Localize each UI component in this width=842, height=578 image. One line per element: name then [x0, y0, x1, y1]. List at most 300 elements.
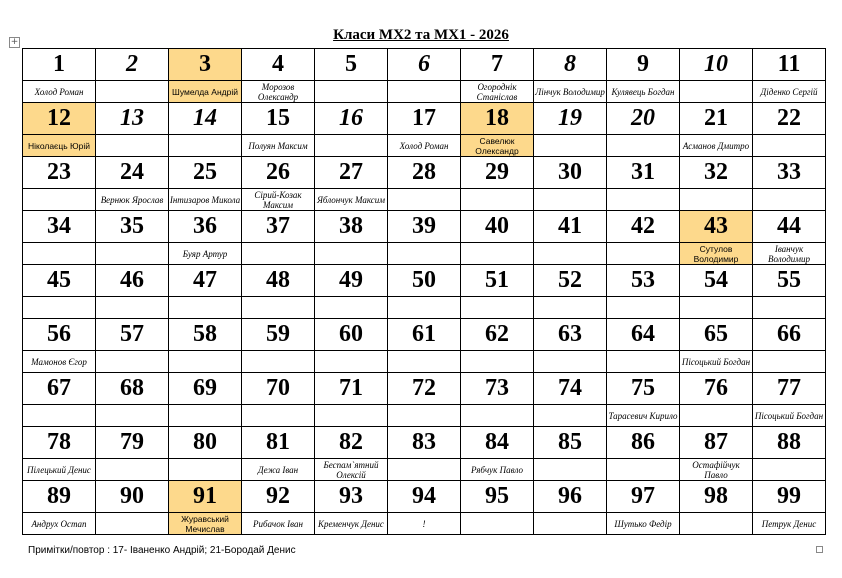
seat-number: 54 — [704, 267, 728, 293]
seat-number: 23 — [47, 159, 71, 185]
student-name: Петрук Денис — [761, 518, 817, 529]
name-cell[interactable] — [315, 135, 388, 157]
number-row — [23, 481, 826, 513]
number-cell[interactable] — [680, 373, 753, 405]
seat-number: 7 — [491, 51, 503, 77]
number-cell[interactable] — [242, 481, 315, 513]
name-cell[interactable] — [461, 297, 534, 319]
seat-number: 74 — [558, 375, 582, 401]
number-cell[interactable] — [315, 481, 388, 513]
seat-number: 97 — [631, 483, 655, 509]
name-cell[interactable] — [315, 81, 388, 103]
number-cell[interactable] — [461, 49, 534, 81]
number-cell[interactable] — [388, 211, 461, 243]
student-name: Холод Роман — [399, 140, 449, 151]
number-cell[interactable] — [534, 373, 607, 405]
table-resize-handle[interactable] — [816, 546, 823, 553]
student-name: Іванчук Володимир — [768, 243, 810, 264]
number-cell[interactable] — [607, 481, 680, 513]
name-cell[interactable] — [680, 459, 753, 481]
number-cell[interactable] — [242, 49, 315, 81]
seat-number: 70 — [266, 375, 290, 401]
seat-number: 99 — [777, 483, 801, 509]
seat-number: 88 — [777, 429, 801, 455]
seat-number: 51 — [485, 267, 509, 293]
student-name: Лінчук Володимир — [535, 86, 605, 97]
name-cell[interactable] — [607, 135, 680, 157]
name-cell[interactable] — [753, 243, 826, 265]
number-cell[interactable] — [169, 49, 242, 81]
name-cell[interactable] — [242, 513, 315, 535]
seat-number: 16 — [339, 105, 363, 131]
seat-number: 59 — [266, 321, 290, 347]
name-cell[interactable] — [461, 351, 534, 373]
name-cell[interactable] — [461, 135, 534, 157]
name-cell[interactable] — [315, 351, 388, 373]
number-cell[interactable] — [680, 427, 753, 459]
name-cell[interactable] — [96, 459, 169, 481]
name-cell[interactable] — [315, 459, 388, 481]
number-cell[interactable] — [315, 427, 388, 459]
name-row — [23, 81, 826, 103]
name-cell[interactable] — [169, 135, 242, 157]
seat-number: 89 — [47, 483, 71, 509]
number-cell[interactable] — [607, 211, 680, 243]
name-cell[interactable] — [169, 243, 242, 265]
seat-number: 49 — [339, 267, 363, 293]
number-cell[interactable] — [461, 211, 534, 243]
seat-number: 30 — [558, 159, 582, 185]
number-cell[interactable] — [680, 481, 753, 513]
seat-number: 6 — [418, 51, 430, 77]
name-cell[interactable] — [753, 459, 826, 481]
seat-number: 27 — [339, 159, 363, 185]
name-cell[interactable] — [315, 189, 388, 211]
name-cell[interactable] — [23, 513, 96, 535]
seat-number: 55 — [777, 267, 801, 293]
name-cell[interactable] — [753, 297, 826, 319]
student-name: Пісоцький Богдан — [754, 410, 824, 421]
number-cell[interactable] — [242, 157, 315, 189]
name-cell[interactable] — [242, 405, 315, 427]
seat-number: 91 — [193, 483, 217, 509]
number-cell[interactable] — [388, 427, 461, 459]
name-cell[interactable] — [680, 135, 753, 157]
name-cell[interactable] — [169, 459, 242, 481]
number-cell[interactable] — [388, 481, 461, 513]
number-cell[interactable] — [169, 481, 242, 513]
name-cell[interactable] — [680, 351, 753, 373]
student-name: Пілецький Денис — [27, 464, 91, 475]
number-cell[interactable] — [23, 103, 96, 135]
table-move-handle-icon[interactable]: + — [10, 37, 19, 47]
student-name: Остафійчук Павло — [692, 459, 740, 480]
number-cell[interactable] — [461, 265, 534, 297]
name-cell[interactable] — [753, 81, 826, 103]
number-cell[interactable] — [23, 481, 96, 513]
number-cell[interactable] — [315, 49, 388, 81]
name-cell[interactable] — [169, 351, 242, 373]
number-cell[interactable] — [753, 373, 826, 405]
number-cell[interactable] — [96, 427, 169, 459]
number-cell[interactable] — [753, 157, 826, 189]
name-cell[interactable] — [242, 135, 315, 157]
seat-number: 72 — [412, 375, 436, 401]
seat-number: 96 — [558, 483, 582, 509]
name-row — [23, 405, 826, 427]
seat-number: 56 — [47, 321, 71, 347]
number-cell[interactable] — [169, 265, 242, 297]
number-cell[interactable] — [534, 49, 607, 81]
name-cell[interactable] — [315, 513, 388, 535]
notes-text: Примітки/повтор : 17- Іваненко Андрій; 21-Бородай Денис — [28, 545, 296, 556]
number-cell[interactable] — [315, 373, 388, 405]
number-cell[interactable] — [96, 373, 169, 405]
number-cell[interactable] — [607, 265, 680, 297]
number-cell[interactable] — [753, 211, 826, 243]
name-cell[interactable] — [388, 189, 461, 211]
seat-number: 67 — [47, 375, 71, 401]
number-cell[interactable] — [607, 373, 680, 405]
name-row — [23, 243, 826, 265]
number-cell[interactable] — [680, 265, 753, 297]
student-name: Морозов Олександр — [257, 81, 299, 102]
name-cell[interactable] — [461, 405, 534, 427]
name-cell[interactable] — [315, 297, 388, 319]
number-cell[interactable] — [753, 265, 826, 297]
number-cell[interactable] — [23, 49, 96, 81]
seat-number: 15 — [266, 105, 290, 131]
name-cell[interactable] — [23, 189, 96, 211]
seat-number: 12 — [47, 105, 71, 131]
number-cell[interactable] — [169, 373, 242, 405]
name-cell[interactable] — [23, 81, 96, 103]
seat-number: 22 — [777, 105, 801, 131]
seat-number: 65 — [704, 321, 728, 347]
number-cell[interactable] — [169, 103, 242, 135]
number-cell[interactable] — [534, 319, 607, 351]
number-cell[interactable] — [680, 157, 753, 189]
name-cell[interactable] — [242, 297, 315, 319]
name-cell[interactable] — [753, 513, 826, 535]
seat-number: 78 — [47, 429, 71, 455]
name-cell[interactable] — [607, 189, 680, 211]
name-cell[interactable] — [96, 81, 169, 103]
number-cell[interactable] — [534, 103, 607, 135]
name-row — [23, 351, 826, 373]
seat-number: 44 — [777, 213, 801, 239]
page-title: Класи МХ2 та МХ1 - 2026 — [333, 27, 509, 43]
number-cell[interactable] — [315, 265, 388, 297]
name-cell[interactable] — [388, 459, 461, 481]
number-row — [23, 157, 826, 189]
name-cell[interactable] — [680, 513, 753, 535]
seat-number: 40 — [485, 213, 509, 239]
number-cell[interactable] — [23, 319, 96, 351]
number-cell[interactable] — [680, 49, 753, 81]
student-name: Полуян Максим — [248, 140, 308, 151]
seat-number: 35 — [120, 213, 144, 239]
number-cell[interactable] — [23, 373, 96, 405]
number-cell[interactable] — [388, 49, 461, 81]
student-name: Сутулов Володимир — [693, 243, 739, 264]
number-cell[interactable] — [169, 427, 242, 459]
seat-number: 28 — [412, 159, 436, 185]
number-cell[interactable] — [96, 103, 169, 135]
name-cell[interactable] — [242, 459, 315, 481]
name-cell[interactable] — [461, 81, 534, 103]
name-row — [23, 513, 826, 535]
seat-number: 25 — [193, 159, 217, 185]
number-row — [23, 373, 826, 405]
number-cell[interactable] — [753, 49, 826, 81]
number-cell[interactable] — [315, 211, 388, 243]
seat-number: 19 — [558, 105, 582, 131]
name-cell[interactable] — [242, 351, 315, 373]
name-cell[interactable] — [96, 189, 169, 211]
name-cell[interactable] — [23, 135, 96, 157]
number-cell[interactable] — [680, 103, 753, 135]
name-cell[interactable] — [607, 351, 680, 373]
name-cell[interactable] — [680, 81, 753, 103]
number-cell[interactable] — [753, 427, 826, 459]
seat-number: 80 — [193, 429, 217, 455]
number-cell[interactable] — [534, 265, 607, 297]
seat-number: 31 — [631, 159, 655, 185]
number-cell[interactable] — [315, 319, 388, 351]
name-cell[interactable] — [388, 405, 461, 427]
name-cell[interactable] — [534, 351, 607, 373]
number-cell[interactable] — [388, 373, 461, 405]
seat-number: 61 — [412, 321, 436, 347]
number-cell[interactable] — [461, 427, 534, 459]
name-cell[interactable] — [534, 297, 607, 319]
seat-number: 52 — [558, 267, 582, 293]
name-cell[interactable] — [242, 243, 315, 265]
seat-number: 29 — [485, 159, 509, 185]
name-cell[interactable] — [607, 297, 680, 319]
name-row — [23, 135, 826, 157]
name-cell[interactable] — [607, 243, 680, 265]
number-cell[interactable] — [315, 157, 388, 189]
number-cell[interactable] — [753, 103, 826, 135]
seat-number: 93 — [339, 483, 363, 509]
seat-number: 48 — [266, 267, 290, 293]
name-cell[interactable] — [534, 459, 607, 481]
seat-number: 2 — [126, 51, 138, 77]
name-cell[interactable] — [242, 189, 315, 211]
name-cell[interactable] — [607, 459, 680, 481]
student-name: Яблончук Максим — [317, 194, 385, 205]
number-cell[interactable] — [388, 319, 461, 351]
number-cell[interactable] — [169, 157, 242, 189]
name-cell[interactable] — [23, 405, 96, 427]
name-cell[interactable] — [169, 297, 242, 319]
number-cell[interactable] — [242, 265, 315, 297]
name-cell[interactable] — [680, 297, 753, 319]
student-name: Андрух Остап — [31, 518, 87, 529]
student-name: Холод Роман — [34, 86, 84, 97]
student-name: Кременчук Денис — [318, 518, 384, 529]
student-name: Пісоцький Богдан — [681, 356, 751, 367]
number-cell[interactable] — [461, 373, 534, 405]
name-cell[interactable] — [680, 189, 753, 211]
seat-number: 53 — [631, 267, 655, 293]
number-cell[interactable] — [96, 319, 169, 351]
number-cell[interactable] — [169, 211, 242, 243]
name-cell[interactable] — [242, 81, 315, 103]
name-cell[interactable] — [96, 513, 169, 535]
name-cell[interactable] — [388, 243, 461, 265]
seat-number: 34 — [47, 213, 71, 239]
student-name: Шумелда Андрій — [172, 86, 238, 97]
name-cell[interactable] — [607, 81, 680, 103]
number-cell[interactable] — [96, 265, 169, 297]
name-cell[interactable] — [753, 189, 826, 211]
number-cell[interactable] — [461, 157, 534, 189]
name-cell[interactable] — [753, 405, 826, 427]
name-cell[interactable] — [461, 243, 534, 265]
student-name: Тарасевич Кирило — [608, 410, 678, 421]
student-name: Буяр Артур — [182, 248, 228, 259]
name-cell[interactable] — [96, 243, 169, 265]
name-cell[interactable] — [534, 513, 607, 535]
name-cell[interactable] — [753, 135, 826, 157]
seat-number: 9 — [637, 51, 649, 77]
name-cell[interactable] — [388, 81, 461, 103]
number-cell[interactable] — [242, 427, 315, 459]
number-cell[interactable] — [534, 211, 607, 243]
number-cell[interactable] — [96, 211, 169, 243]
name-cell[interactable] — [461, 189, 534, 211]
name-cell[interactable] — [461, 513, 534, 535]
name-cell[interactable] — [23, 351, 96, 373]
name-cell[interactable] — [534, 243, 607, 265]
student-name: Ніколаєць Юрій — [27, 140, 90, 151]
seat-number: 76 — [704, 375, 728, 401]
seat-number: 50 — [412, 267, 436, 293]
number-cell[interactable] — [534, 481, 607, 513]
name-cell[interactable] — [23, 459, 96, 481]
number-cell[interactable] — [607, 427, 680, 459]
seat-number: 68 — [120, 375, 144, 401]
seat-number: 42 — [631, 213, 655, 239]
name-cell[interactable] — [680, 405, 753, 427]
name-cell[interactable] — [169, 189, 242, 211]
name-cell[interactable] — [753, 351, 826, 373]
student-name: Сірий-Козак Максим — [254, 189, 302, 210]
number-cell[interactable] — [96, 49, 169, 81]
number-cell[interactable] — [23, 211, 96, 243]
name-cell[interactable] — [607, 405, 680, 427]
name-cell[interactable] — [169, 513, 242, 535]
name-cell[interactable] — [388, 297, 461, 319]
number-cell[interactable] — [96, 481, 169, 513]
number-row — [23, 319, 826, 351]
seat-number: 13 — [120, 105, 144, 131]
number-cell[interactable] — [607, 103, 680, 135]
seat-number: 73 — [485, 375, 509, 401]
seat-number: 18 — [485, 105, 509, 131]
student-name: Мамонов Єгор — [31, 356, 87, 367]
name-cell[interactable] — [315, 243, 388, 265]
number-cell[interactable] — [461, 481, 534, 513]
name-cell[interactable] — [388, 351, 461, 373]
number-cell[interactable] — [753, 481, 826, 513]
name-cell[interactable] — [461, 459, 534, 481]
name-row — [23, 297, 826, 319]
seat-number: 71 — [339, 375, 363, 401]
name-cell[interactable] — [534, 81, 607, 103]
name-cell[interactable] — [534, 405, 607, 427]
name-cell[interactable] — [96, 135, 169, 157]
name-cell[interactable] — [169, 405, 242, 427]
number-cell[interactable] — [169, 319, 242, 351]
number-cell[interactable] — [388, 157, 461, 189]
student-name: Інтизаров Микола — [169, 194, 241, 205]
seat-number: 1 — [53, 51, 65, 77]
number-cell[interactable] — [607, 319, 680, 351]
number-cell[interactable] — [96, 157, 169, 189]
number-cell[interactable] — [607, 49, 680, 81]
name-cell[interactable] — [315, 405, 388, 427]
seat-number: 60 — [339, 321, 363, 347]
number-cell[interactable] — [534, 157, 607, 189]
name-cell[interactable] — [388, 513, 461, 535]
number-cell[interactable] — [23, 265, 96, 297]
name-cell[interactable] — [388, 135, 461, 157]
number-cell[interactable] — [242, 319, 315, 351]
name-cell[interactable] — [680, 243, 753, 265]
name-cell[interactable] — [23, 243, 96, 265]
seat-number: 69 — [193, 375, 217, 401]
seat-number: 81 — [266, 429, 290, 455]
seat-number: 57 — [120, 321, 144, 347]
number-cell[interactable] — [388, 265, 461, 297]
number-cell[interactable] — [242, 211, 315, 243]
seat-number: 43 — [704, 213, 728, 239]
name-cell[interactable] — [96, 297, 169, 319]
seat-number: 84 — [485, 429, 509, 455]
name-cell[interactable] — [96, 405, 169, 427]
seat-number: 37 — [266, 213, 290, 239]
student-name: Огороднік Станіслав — [476, 81, 518, 102]
number-cell[interactable] — [534, 427, 607, 459]
number-cell[interactable] — [388, 103, 461, 135]
number-cell[interactable] — [607, 157, 680, 189]
seat-number: 98 — [704, 483, 728, 509]
name-cell[interactable] — [534, 135, 607, 157]
number-cell[interactable] — [753, 319, 826, 351]
seat-number: 83 — [412, 429, 436, 455]
number-cell[interactable] — [680, 319, 753, 351]
number-cell[interactable] — [242, 103, 315, 135]
number-cell[interactable] — [461, 319, 534, 351]
name-cell[interactable] — [169, 81, 242, 103]
number-cell[interactable] — [680, 211, 753, 243]
number-cell[interactable] — [315, 103, 388, 135]
name-cell[interactable] — [607, 513, 680, 535]
name-cell[interactable] — [23, 297, 96, 319]
number-cell[interactable] — [23, 157, 96, 189]
seat-number: 39 — [412, 213, 436, 239]
number-cell[interactable] — [461, 103, 534, 135]
number-cell[interactable] — [242, 373, 315, 405]
number-cell[interactable] — [23, 427, 96, 459]
name-cell[interactable] — [534, 189, 607, 211]
seat-number: 26 — [266, 159, 290, 185]
name-cell[interactable] — [96, 351, 169, 373]
